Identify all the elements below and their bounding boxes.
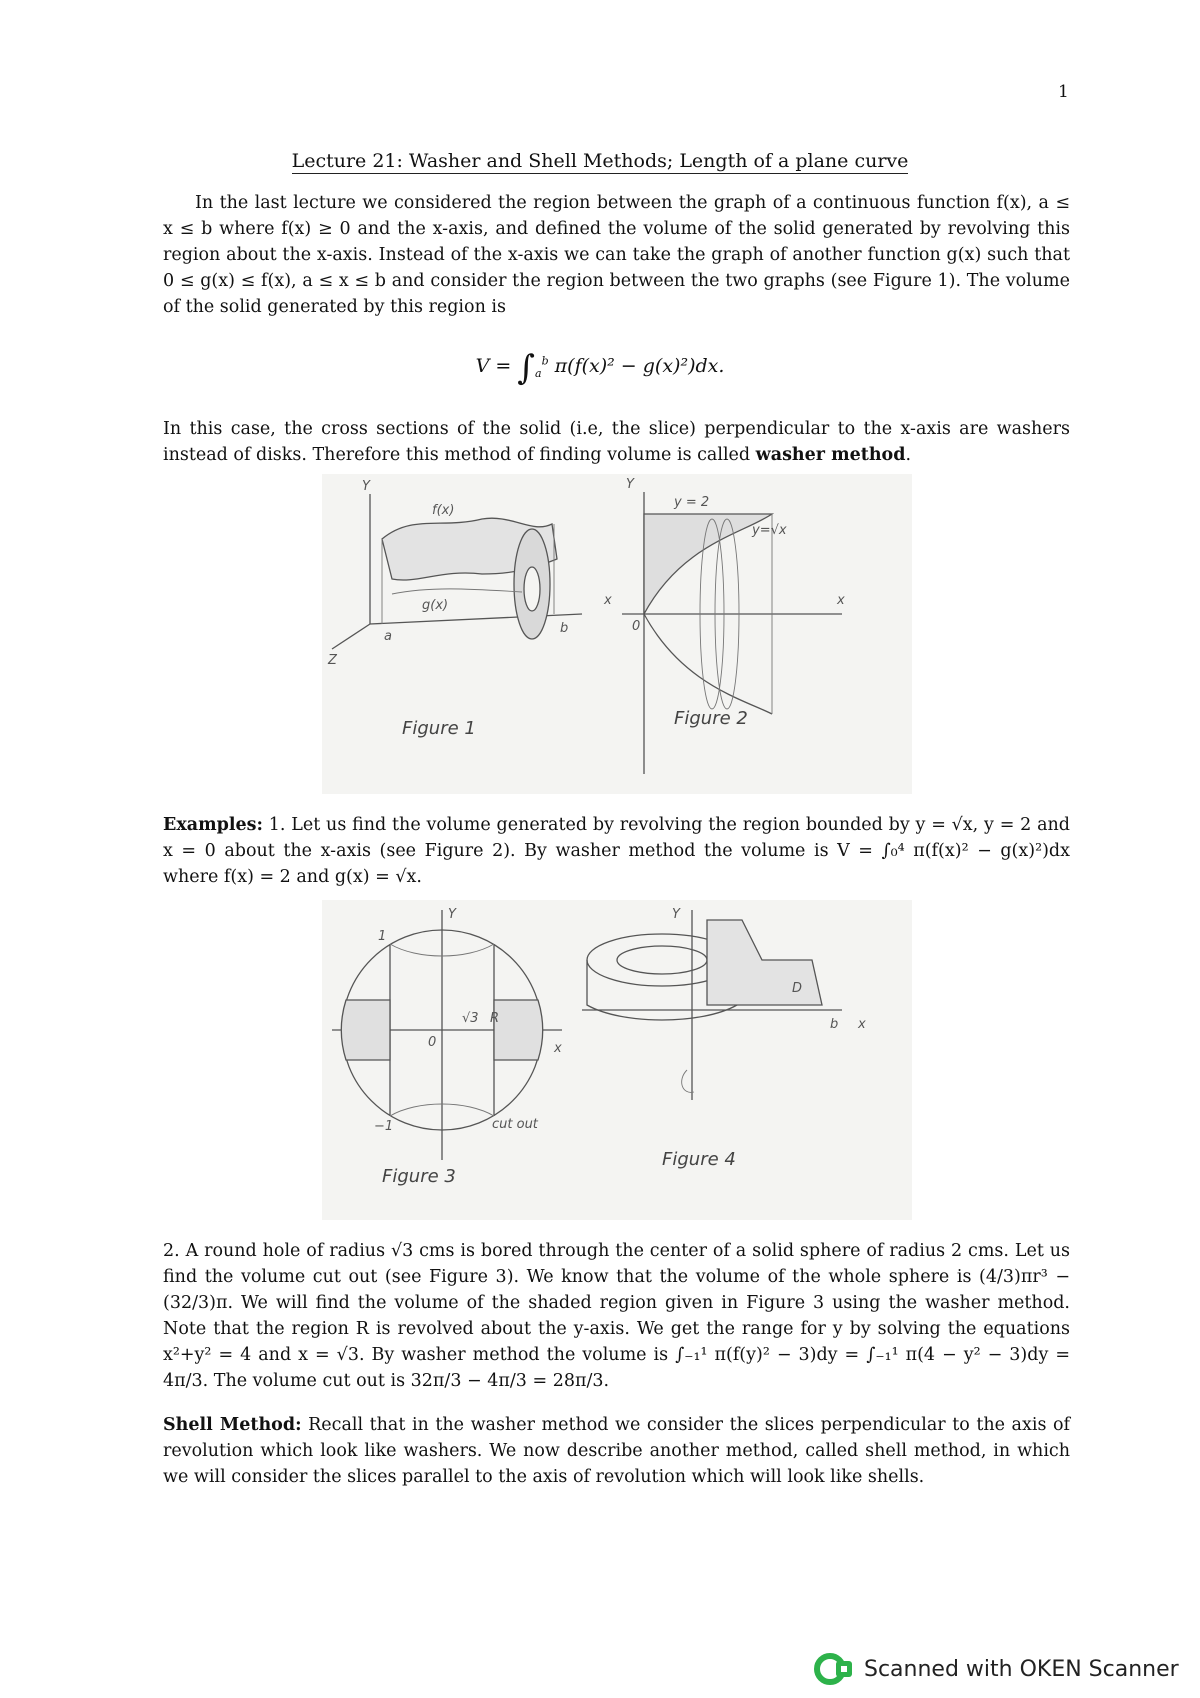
- scanner-watermark: [814, 1651, 1179, 1687]
- figure-4-caption: Figure 4: [662, 1149, 736, 1170]
- formula-lower-limit: a: [535, 366, 542, 380]
- fig2-y2-label: y = 2: [674, 495, 710, 510]
- fig1-fx-label: f(x): [432, 503, 455, 518]
- fig3-minus-one-label: −1: [374, 1119, 394, 1134]
- fig2-zero-label: 0: [632, 619, 641, 634]
- fig2-x-label: x: [837, 593, 845, 608]
- fig1-gx-label: g(x): [422, 598, 449, 613]
- fig3-x-label: x: [554, 1041, 562, 1056]
- fig4-y-label: Y: [672, 907, 680, 922]
- formula-upper-limit: b: [541, 354, 549, 368]
- fig3-r-label: R: [490, 1011, 500, 1026]
- figure-2-caption: Figure 2: [674, 708, 748, 729]
- shell-text: Recall that in the washer method we consider the slices perpendicular to the axis of revolution which look like washers. We now describe another method, called shell method, in which we will consider the slices parallel to the axis of revolution which will look like shells.: [163, 1415, 1070, 1487]
- washer-paragraph: [163, 416, 1070, 468]
- figure-4-sketch: [582, 910, 842, 1100]
- figure-1-sketch: [332, 494, 582, 649]
- example-2-paragraph: [163, 1238, 1070, 1394]
- fig4-d-label: D: [792, 981, 803, 996]
- washer-text-end: .: [905, 445, 912, 465]
- fig1-y-label: Y: [362, 479, 370, 494]
- page-number: 1: [1058, 82, 1069, 102]
- washer-text: In this case, the cross sections of the solid (i.e, the slice) perpendicular to the x-axis are washers instead of disks. Therefore this method of finding volume is called: [163, 419, 1070, 465]
- page-title: [0, 150, 1200, 172]
- fig2-y-label: Y: [626, 477, 634, 492]
- figures-1-2: [322, 474, 912, 794]
- fig1-x-label: x: [604, 593, 612, 608]
- scanner-watermark-text: Scanned with OKEN Scanner: [864, 1656, 1179, 1682]
- intro-text: In the last lecture we considered the region between the graph of a continuous function f(x), a ≤ x ≤ b where f(x) ≥ 0 and the x-axis, and defined the volume of the solid generated by revolving this region about the x-axis. Instead of the x-axis we can take the graph of another function g(x) such that 0 ≤ g(x) ≤ f(x), a ≤ x ≤ b and consider the region between the two graphs (see Figure 1). The volume of the solid generated by this region is: [163, 193, 1070, 317]
- examples-heading: Examples:: [163, 815, 263, 835]
- examples-paragraph: [163, 812, 1070, 890]
- fig1-a-label: a: [384, 629, 392, 644]
- fig4-b-label: b: [830, 1017, 839, 1032]
- examples-text: 1. Let us find the volume generated by revolving the region bounded by y = √x, y = 2 and x = 0 about the x-axis (see Figure 2). By washer method the volume is V = ∫₀⁴ π(f(x)² − g(x)²)dx where f(x) = 2 and g(x) = √x.: [163, 815, 1070, 887]
- example-2-text: 2. A round hole of radius √3 cms is bored through the center of a solid sphere of radius 2 cms. Let us find the volume cut out (see Figure 3). We know that the volume of the whole sphere is (4/3)πr³ − (32/3)π. We will find the volume of the shaded region given in Figure 3 using the washer method. Note that the region R is revolved about the y-axis. We get the range for y by solving the equations x²+y² = 4 and x = √3. By washer method the volume is ∫₋₁¹ π(f(y)² − 3)dy = ∫₋₁¹ π(4 − y² − 3)dy = 4π/3. The volume cut out is 32π/3 − 4π/3 = 28π/3.: [163, 1241, 1070, 1391]
- fig4-x-label: x: [858, 1017, 866, 1032]
- shell-heading: Shell Method:: [163, 1415, 302, 1435]
- formula-lhs: V =: [475, 355, 518, 377]
- washer-method-term: washer method: [755, 445, 906, 465]
- figures-3-4-sketch: [322, 900, 912, 1220]
- fig3-one-label: 1: [378, 929, 387, 944]
- fig2-ysqrt-label: y=√x: [752, 523, 787, 538]
- fig3-root3-label: √3: [462, 1011, 479, 1026]
- figures-3-4: [322, 900, 912, 1220]
- fig1-b-label: b: [560, 621, 569, 636]
- volume-formula: $V = \int_a^b$ π(f(x)² − g(x)²)dx.: [475, 348, 725, 388]
- fig3-zero-label: 0: [428, 1035, 437, 1050]
- fig3-cutout-label: cut out: [492, 1117, 538, 1132]
- formula-integrand: π(f(x)² − g(x)²)dx.: [554, 355, 725, 377]
- figure-1-caption: Figure 1: [402, 718, 476, 739]
- figure-3-caption: Figure 3: [382, 1166, 456, 1187]
- intro-paragraph: [163, 190, 1070, 320]
- oken-scanner-logo-icon: [814, 1651, 854, 1687]
- title-text: Lecture 21: Washer and Shell Methods; Length of a plane curve: [291, 150, 909, 172]
- shell-paragraph: [163, 1412, 1070, 1490]
- figure-2-sketch: [622, 492, 842, 774]
- figures-1-2-sketch: [322, 474, 912, 794]
- fig1-z-label: Z: [328, 653, 337, 668]
- fig3-y-label: Y: [448, 907, 456, 922]
